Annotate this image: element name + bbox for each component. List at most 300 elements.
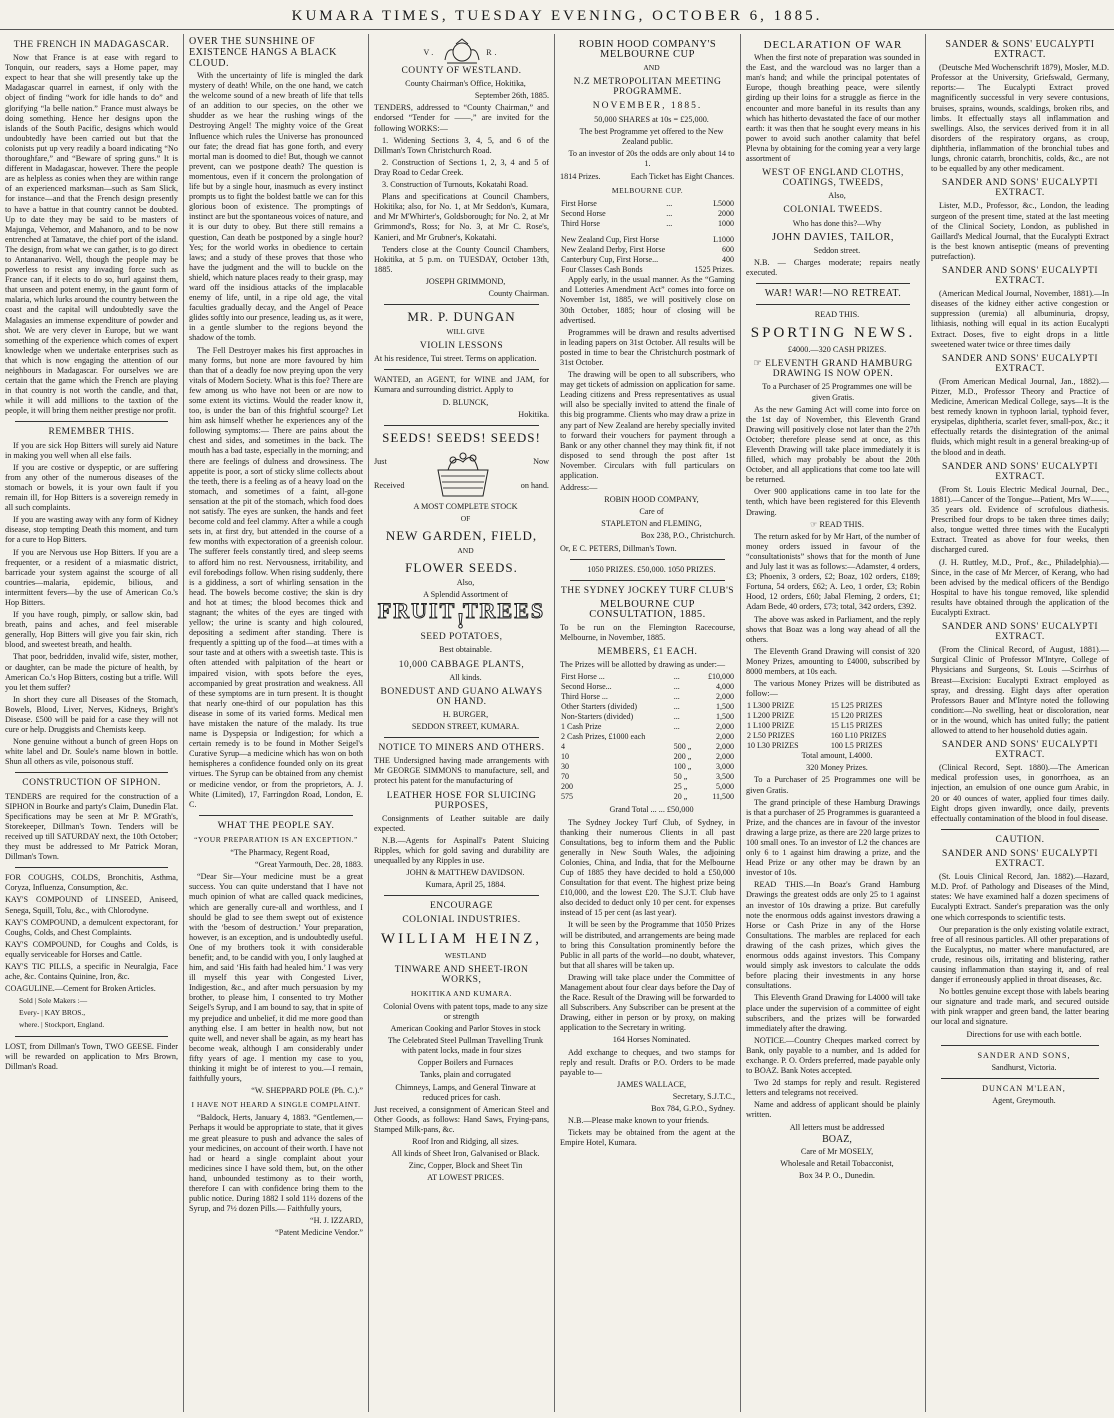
letter-signature: “H. J. IZZARD, (310, 1216, 363, 1226)
ad-signature: DUNCAN M'LEAN, (982, 1083, 1066, 1093)
ad-heading: HOKITIKA AND KUMARA. (410, 988, 513, 998)
ad-text: Roof Iron and Ridging, all sizes. (412, 1137, 519, 1147)
prize-row (560, 255, 735, 265)
prize-cell: 20 „ (673, 792, 688, 802)
ad-heading-fruit-trees: FRUIT TREES ! (377, 598, 546, 634)
ad-heading: NOTICE TO MINERS AND OTHERS. (378, 743, 545, 754)
ad-text: READ THIS. (814, 310, 860, 320)
ad-text: where. | Stockport, England. (19, 1020, 105, 1030)
prize-cell: New Zealand Derby, First Horse (561, 245, 666, 255)
letter-body: “Baldock, Herts, January 4, 1883. “Gentlemen,—Perhaps it would be appropriate to state, that it gives me great pleasure to push and advance the sales of your medicines, on account of their worth. I have not had or heard a single complaint about your medicines since I have sold them, but, on the other hand, unbounded testimony as to their worth, therefore I can with confidence bring them to the public notice. During 1882 I sold 11½ dozens of the Syrup, and 7½ dozen Pills.— Faithfully yours, (189, 1113, 363, 1214)
prize-row (560, 199, 735, 209)
ad-text: Apply early, in the usual manner. As the “Gaming and Lotteries Amendment Act” comes into force on November 1st, 1885, we will positively close on 30th October, 1885; hour of closing will be advertised. (560, 275, 735, 325)
ad-text: Now (533, 456, 549, 466)
ad-text: It will be seen by the Programme that 1050 Prizes will be distributed, and arrangements are being made to bring this Consultation prominently before the Public in all parts of the world—no doubt, whatever, but that all shares will be taken up. (560, 920, 735, 970)
ad-heading: BONEDUST AND GUANO ALWAYS ON HAND. (380, 686, 543, 707)
section-subheading: “YOUR PREPARATION IS AN EXCEPTION.” (194, 834, 358, 844)
ad-text: Name and address of applicant should be plainly written. (746, 1100, 920, 1120)
ad-text: Two 2d stamps for reply and result. Registered letters and telegrams not received. (746, 1078, 920, 1098)
ad-text: The return asked for by Mr Hart, of the number of money orders issued in favour of the “consultationists” shows that for the month of June and July last it was as follows:—Adamster, 4 orders, £3; Phoenix, 3 orders, £2; Boaz, 102 orders, £189; Fortuna, 54 orders, £62; A. Leo, 1 order, £3; Robin Hood, 12 orders, £60; Jabal Fleming, 2 orders, £1; Adam Bede, 40 orders, £73; total, 342 orders, £392. (746, 531, 920, 612)
masthead: KUMARA TIMES, TUESDAY EVENING, OCTOBER 6, 1885. (0, 0, 1114, 30)
prize-row (746, 721, 920, 731)
ad-text: Our preparation is the only existing volatile extract, free of all resinous particles. All other preparations of the Eucalyptus, no matter where manufactured, are crude, resinous oils, irritating and blistering, rather causing inflammation than staying it, and of real danger if erroneously applied in throat diseases, &c. (931, 924, 1109, 985)
ad-text: Add exchange to cheques, and two stamps for reply and result. Drafts or P.O. Orders to be made payable to— (560, 1047, 735, 1077)
prize-cell: 2 L50 PRIZES (747, 731, 795, 741)
prize-row (560, 672, 735, 682)
ad-text: WILL GIVE (446, 327, 485, 337)
ad-text: ☞ READ THIS. (810, 519, 864, 529)
ad-heading: COUNTY OF WESTLAND. (401, 66, 522, 77)
ad-text: September 26th, 1885. (474, 91, 549, 101)
ad-heading: ROBIN HOOD COMPANY'S MELBOURNE CUP (578, 39, 717, 61)
prize-cell: 15 L20 PRIZES (830, 711, 883, 721)
ad-signature: ROBIN HOOD COMPANY, (604, 495, 699, 505)
ad-text: FOR COUGHS, COLDS, Bronchitis, Asthma, Coryza, Influenza, Consumption, &c. (5, 873, 178, 893)
prize-row (560, 762, 735, 772)
prize-table (560, 672, 735, 802)
ad-text: N.B.—Agents for Aspinall's Patent Sluicing Ripples, which for gold saving and durability are unequalled by any Ripples in use. (374, 835, 549, 866)
ad-text: Total amount, L4000. (801, 751, 873, 761)
prize-cell: 160 L10 PRIZES (830, 731, 887, 741)
prize-cell: Second Horse (561, 209, 606, 219)
ad-text: 2. Construction of Sections 1, 2, 3, 4 and 5 of Dray Road to Cedar Creek. (374, 157, 549, 177)
prize-cell: 2,000 (716, 692, 734, 702)
ad-text: Sold | Sole Makers :— (19, 996, 88, 1006)
prize-row (560, 692, 735, 702)
prize-cell: ... (666, 209, 673, 219)
prize-cell: 4 (561, 742, 565, 752)
ad-signature: Box 34 P. O., Dunedin. (799, 1170, 875, 1180)
ad-text: 3. Construction of Turnouts, Kokatahi Road. (382, 180, 529, 190)
ad-text: Lister, M.D., Professor, &c., London, the leading surgeon of the present time, stated at the last meeting of the Clinical Society, London, as published in Gaillard's Medical Journal, that the Eucalypti Extract is the best known antiseptic (means of preventing putrefaction). (931, 201, 1109, 261)
divider (570, 559, 725, 560)
ad-heading: MEMBERS, £1 EACH. (597, 647, 698, 658)
crest-letters: V. R. (423, 48, 500, 57)
ad-heading: DECLARATION OF WAR (763, 39, 903, 51)
section-subheading: I HAVE NOT HEARD A SINGLE COMPLAINT. (191, 1100, 361, 1110)
ad-text: (Clinical Record, Sept. 1880).—The American medical profession uses, in gonorrhoea, as an injection, an emulsion of one ounce gum Arabic, in 20 or 40 ounces of water, applied four times daily. Eight drops given inwardly, once daily, prevents effectually contamination of the blood in foul disease. (931, 763, 1109, 823)
ad-text: AND (643, 63, 660, 73)
prize-cell: Second Horse... (561, 682, 612, 692)
ad-signature: BOAZ, (822, 1133, 852, 1145)
prize-cell: 1 L200 PRIZE (747, 711, 795, 721)
ad-heading: MR. P. DUNGAN (407, 309, 516, 325)
prize-table (560, 235, 735, 275)
prize-cell: 15 L15 PRIZES (830, 721, 883, 731)
prize-cell: 1 L100 PRIZE (747, 721, 795, 731)
prize-cell: First Horse (561, 199, 597, 209)
prize-cell: ... (673, 702, 680, 712)
prize-cell: 1525 Prizes. (694, 265, 734, 275)
ad-text: If you are Nervous use Hop Bitters. If you are a frequenter, or a resident of a miasmatic district, barricade your system against the scourge of all countries—malaria, epidemic, bilious, and intermittent fevers—by the use of American Co.'s Hop Bitters. (5, 547, 178, 607)
ad-text: This Eleventh Grand Drawing for L4000 will take place under the supervision of a committee of eight subscribers, and the prizes will be forwarded immediately after the drawing. (746, 993, 920, 1033)
prize-row (560, 219, 735, 229)
ad-text: 1. Widening Sections 3, 4, 5, and 6 of the Dillman's Town Christchurch Road. (374, 135, 549, 155)
divider (941, 1078, 1099, 1079)
ad-text: KAY'S COMPOUND, a demulcent expectorant, for Coughs, Colds, and Chest Complaints. (5, 917, 178, 937)
ad-text: READ THIS.—In Boaz's Grand Hamburg Drawings the greatest odds are only 25 to 1 against an investor of 10s drawing a prize. But carefully note the enormous odds against investors drawing a Horse or Cash Prize in any of the Horse Consultations. The marbles are replaced for each drawing of the cash prizes, which gives the enormous odds against investors. This Company would simply ask investors to calculate the odds before placing their investments in any horse consultations. (746, 880, 920, 991)
ad-heading: CAUTION. (995, 834, 1045, 845)
prize-row (560, 682, 735, 692)
ad-text: on hand. (520, 480, 549, 490)
ad-text: To an investor of 20s the odds are only about 14 to 1. (568, 148, 735, 168)
ad-text: TENDERS are required for the construction of a SIPHON in Bourke and party's Claim, Dunedin Flat. Specifications may be seen at Mr P. M'Grath's, Storekeeper, Dillman's Town. Tenders will be received up till SATURDAY next, the 10th October; they must be addressed to Mr Patrick Moran, Dillman's Town. (5, 791, 178, 862)
column-3 (369, 32, 554, 1414)
ad-text: The drawing will be open to all subscribers, who may get tickets of admission on application for same. Leading citizens and Press representatives as usual will also be specially invited to attend the finale of this big programme. Clients who may draw a prize in any part of New Zealand are hereby specially invited to forward their vouchers for payment through a Bank or any other channel they may think fit, if not disposed to send through the post after 1st November. Circulars with full particulars on application. (560, 370, 735, 480)
ad-text: Over 900 applications came in too late for the tenth, which have been registered for this Eleventh Drawing. (746, 487, 920, 517)
ad-text: KAY'S TIC PILLS, a specific in Neuralgia, Face ache, &c. Contains Quinine, Iron, &c. (5, 961, 178, 982)
prize-cell: 600 (722, 245, 734, 255)
ad-text: (St. Louis Clinical Record, Jan. 1882).—Hazard, M.D. Prof. of Pathology and Diseases of the Mind, states: We have examined half a dozen specimens of Eucalypti Extract. Sander's preparation was the only one which corresponds to scientific tests. (931, 872, 1109, 922)
ad-text: 1814 Prizes. (560, 172, 601, 182)
ad-text: The Eleventh Grand Drawing will consist of 320 Money Prizes, amounting to £4000, subscribed by 8000 members, at 10s each. (746, 646, 920, 676)
article-body: With the uncertainty of life is mingled the dark mystery of death! While, on the one hand, we catch the welcome sound of a new breath of life that tells of an addition to our species, on the other we shudder as we hear the rushing wings of the Destroying Angel! The mighty voice of the Great Influence which rules the Universe has pronounced our fate; the dread fiat has gone forth, and every mortal man is doomed to die! But, though we cannot prevent, can we postpone death? The question is momentous, even if it concern the prolongation of life but by a single hour, inasmuch as every instinct prompts us to fight the boldest battle we can for this glorious boon of existence. The promptings of instinct are but the spontaneous voices of nature, and it is our duty to obey. But there still remains a question, Can death be postponed by a single hour? Yes; for the world works in obedience to certain laws; and a study of these proves that those who have the judgment and the will to buckle on the shield, which nature places ready to their grasp, may ward off the insidious attacks of the implacable enemy of life, until, in a ripe old age, the vital faculties gradually decay, and the Angel of Peace glides softly into our presence, leading us, as it were, in a gentle slumber to the regions beyond the shadow of the tomb. (189, 71, 363, 343)
ad-text: If you are sick Hop Bitters will surely aid Nature in making you well when all else fails. (5, 440, 178, 460)
ad-signature: JOSEPH GRIMMOND, (425, 276, 506, 286)
prize-cell: Four Classes Cash Bonds (561, 265, 643, 275)
ad-text: Also, (456, 578, 475, 587)
ad-text: To be run on the Flemington Racecourse, Melbourne, in November, 1885. (560, 623, 735, 643)
ad-text: The Sydney Jockey Turf Club, of Sydney, in thanking their numerous Clients in all past Consultations, beg to inform them and the Public generally in New South Wales, the adjoining Colonies, China, and India, that for the Melbourne Cup of 1885 they have decided to hold a £50,000 Consultation for that event. The highest prize being £10,000, and the lowest £20. The S.J.T. Club have also decided to deduct only 10 per cent. for expenses instead of 15 per cent (as last year). (560, 817, 735, 918)
ad-text: In short they cure all Diseases of the Stomach, Bowels, Blood, Liver, Nerves, Kidneys, Bright's Disease. £500 will be paid for a case they will not cure or help. Druggists and Chemists keep. (5, 694, 178, 735)
ad-text: WANTED, an AGENT, for WINE and JAM, for Kumara and surrounding district. Apply to (374, 375, 549, 395)
prize-cell: ... (673, 672, 680, 682)
divider (384, 737, 539, 738)
prize-cell: 200 „ (673, 752, 692, 762)
ad-signature: Agent, Greymouth. (992, 1095, 1056, 1105)
ad-text: N.B.—Please make known to your friends. (568, 1116, 709, 1126)
article-heading: OVER THE SUNSHINE OF EXISTENCE HANGS A BLACK CLOUD. (189, 36, 337, 69)
prize-cell: 1000 (718, 219, 734, 229)
prize-cell: 2,000 (716, 752, 734, 762)
prize-cell: 70 (561, 772, 569, 782)
ad-text: AT LOWEST PRICES. (427, 1173, 504, 1183)
ad-heading: SANDER AND SONS' EUCALYPTI EXTRACT. (941, 848, 1098, 870)
ad-text: Programmes will be drawn and results advertised in leading papers on 31st October. All results will be posted in time to bear the Christchurch postmark of 31st October. (560, 327, 735, 367)
ad-text: County Chairman's Office, Hokitika, (405, 79, 526, 89)
prize-cell: ... (666, 219, 673, 229)
ad-text: 164 Horses Nominated. (612, 1035, 691, 1045)
ad-heading: SANDER & SONS' EUCALYPTI EXTRACT. (945, 39, 1095, 61)
prize-cell: 400 (722, 255, 734, 265)
ad-text: Tickets may be obtained from the agent at the Empire Hotel, Kumara. (560, 1128, 735, 1148)
prize-row (560, 722, 735, 732)
letter-body: “Dear Sir—Your medicine must be a great success. You can quite understand that I have not much opinion of what are called quack medicines, which are generally cure-all and worthless, and I should be glad to see them swept out of existence with the ‘besom of destruction.’ Your preparation, however, is an exception, and is undoubtedly useful. One of my brothers took it with considerable benefit; and, to be candid with you, I only laughed at him, and said ‘His faith had healed him.’ I was very ill myself this year with Congested Liver, Indigestion, &c., and after much persuasion by my brother, to please him, I consented to try Mother Seigel's Syrup, and I am bound to say, that in spite of my prejudice and unbelief, it did me more good than anything else. I am better in health now, but not quite well, and never shall be again, as my heart has become weak, although I am considerably under fifty years of age. I mention my case to you, thinking it might be of interest to you.—I remain, faithfully yours, (189, 872, 363, 1084)
divider (15, 421, 168, 422)
ad-text: 320 Money Prizes. (806, 763, 868, 773)
prize-cell: 500 „ (673, 742, 692, 752)
ad-text: Seddon street. (813, 245, 861, 255)
column-1 (0, 32, 183, 1414)
ad-text: LOST, from Dillman's Town, TWO GEESE. Finder will be rewarded on application to Mrs Brown, Dillman's Road. (5, 1041, 178, 1071)
prize-cell: 3,500 (716, 772, 734, 782)
ad-text: (From the Clinical Record, of August, 1881).—Surgical Clinic of Professor M'Intyre, College of Physicians and Surgeons, St. Louis —Scirrhus of Breast—Excision: Eucalypti Extract employed as spray, and dressing. Eight days after operation Professors Bauer and M'Intyre noted the following condition:—No swelling, heat or discoloration, near or in the wound, which has united fully; the patient allowed to attend to her household duties again. (931, 645, 1109, 735)
ad-text: NOTICE.—Country Cheques marked correct by Bank, only payable to a number, and 1s added for exchange. P. O. Orders preferred, made payable only to BOAZ. Bank Notes accepted. (746, 1035, 920, 1076)
ad-text: 50,000 SHARES at 10s = £25,000. (594, 114, 709, 124)
letter-date: “Great Yarmouth, Dec. 28, 1883. (254, 860, 363, 870)
prize-cell: New Zealand Cup, First Horse (561, 235, 659, 245)
ad-text: All kinds of Sheet Iron, Galvanised or Black. (391, 1149, 540, 1159)
ad-text: COAGULINE.—Cement for Broken Articles. (5, 984, 156, 994)
ad-text: AND (457, 545, 474, 555)
ad-text: At his residence, Tui street. Terms on application. (374, 354, 537, 364)
prize-row (560, 742, 735, 752)
ad-text: If you are wasting away with any form of Kidney disease, stop tempting Death this moment, and turn for a cure to Hop Bitters. (5, 515, 178, 545)
ad-signature: Care of Mr MOSELY, (800, 1146, 874, 1156)
ad-signature: H. BURGER, (442, 709, 489, 719)
ad-heading: MELBOURNE CUP CONSULTATION, 1885. (589, 598, 706, 620)
ad-signature: Wholesale and Retail Tobacconist, (780, 1158, 894, 1168)
ad-text: The various Money Prizes will be distributed as follow:— (746, 679, 920, 699)
prize-cell: Other Starters (divided) (561, 702, 637, 712)
divider (384, 895, 539, 896)
ad-subheading: MELBOURNE CUP. (611, 186, 684, 196)
ad-text: KAY'S COMPOUND, for Coughs and Colds, is equally serviceable for Horses and Cattle. (5, 939, 178, 959)
prize-cell: 50 „ (673, 772, 688, 782)
ad-text: Tenders close at the County Council Chambers, Hokitika, at 5 p.m. on TUESDAY, October 13th, 1885. (374, 244, 549, 274)
divider (15, 772, 168, 773)
divider (384, 425, 539, 426)
ad-text: The Celebrated Steel Pullman Travelling Trunk with patent locks, made in four sizes (387, 1036, 544, 1056)
prize-row (746, 701, 920, 711)
ad-signature: JAMES WALLACE, (617, 1079, 686, 1089)
ad-text: Best obtainable. (439, 645, 492, 655)
prize-cell: ... (673, 712, 680, 722)
ad-text: Copper Boilers and Furnaces (417, 1058, 514, 1068)
ad-text: (From St. Louis Electric Medical Journal, Dec., 1881).—Cancer of the Tongue—Patient, Mrs W——, 35 years old. Evidence of scrofulous diathesis. Prescribed four drops to be taken three times daily; also, tongue wetted three times with the Eucalypti Extract. Treated as above for four weeks, then discharged cured. (931, 484, 1109, 555)
ad-heading: SANDER AND SONS' EUCALYPTI EXTRACT. (941, 265, 1098, 287)
prize-cell: 3,000 (716, 762, 734, 772)
prize-table (560, 199, 735, 229)
divider (756, 304, 910, 305)
letter-signature: “Patent Medicine Vendor.” (275, 1228, 363, 1238)
letter-signature: “W. SHEPPARD POLE (Ph. C.).” (251, 1086, 363, 1096)
ad-text: A Splendid Assortment of (423, 590, 508, 600)
ad-heading: COLONIAL INDUSTRIES. (402, 915, 521, 926)
section-heading: WHAT THE PEOPLE SAY. (217, 820, 335, 831)
ad-heading: SEED POTATOES, (420, 632, 503, 643)
ad-heading: N.Z METROPOLITAN MEETING PROGRAMME. (573, 77, 722, 98)
prize-row (560, 235, 735, 245)
ad-text: THE Undersigned having made arrangements with Mr GEORGE SIMMONS to manufacture, sell, and protect his patent for the manufacturing of (374, 756, 549, 786)
ad-text: (From American Medical Journal, Jan., 1882).—Pitzer, M.D., Professor Theory and Practice of Medicine, American Medical College, says—It is the best remedy known in typhoon larial, typhoid fever, erysipelas, diphtheria, scarlet fever, small-pox, &c.; it effectually retards the disintegration of the animal fluids, which might result in a general breaking-up of the blood and in death. (931, 376, 1109, 457)
column-6 (926, 32, 1114, 1414)
ad-text: When the first note of preparation was sounded in the East, and the warcloud was no larger than a man's hand; and while the principal potentates of Europe, though breathing peace, were silently girding up their loins for a struggle as fierce in the encounter and more baneful in its results than any which has hitherto devastated the face of our mother earth: it was then that he sought every means in his power to avoid such another calamity that befel Plevna by obtaining for the coming year a very large assortment of (746, 53, 920, 164)
prize-cell: 15 L25 PRIZES (830, 701, 883, 711)
ad-text: Each Ticket has Eight Chances. (630, 172, 735, 182)
divider (570, 580, 725, 581)
ad-text: KAY'S COMPOUND of LINSEED, Aniseed, Senega, Squill, Tolu, &c., with Chlorodyne. (5, 895, 178, 915)
divider (941, 829, 1099, 830)
prize-row (746, 741, 920, 751)
ad-text: All kinds. (449, 672, 482, 682)
prize-cell: £10,000 (708, 672, 734, 682)
ad-heading: WEST OF ENGLAND CLOTHS, COATINGS, TWEEDS, (762, 168, 904, 189)
ad-heading: COLONIAL TWEEDS. (783, 205, 883, 216)
ad-text: Zinc, Copper, Block and Sheet Tin (408, 1161, 523, 1171)
ad-text: The Prizes will be allotted by drawing as under:— (560, 660, 726, 670)
ad-text: To a Purchaser of 25 Programmes one will be given Gratis. (746, 775, 920, 795)
prize-cell: 4,000 (716, 682, 734, 692)
ad-signature: Secretary, S.J.T.C., (672, 1091, 735, 1101)
prize-cell: 1 L300 PRIZE (747, 701, 795, 711)
ad-text: Just received, a consignment of American Steel and Other Goods, as follows: Hand Saws, Frying-pans, Stamped Milk-pans, &c. (374, 1104, 549, 1134)
divider (15, 867, 168, 868)
ad-heading: FLOWER SEEDS. (405, 560, 518, 575)
ad-text: Just (374, 456, 387, 466)
prize-row (560, 772, 735, 782)
column-4 (555, 32, 740, 1414)
ad-signature: Box 784, G.P.O., Sydney. (651, 1104, 735, 1114)
ad-text: The above was asked in Parliament, and the reply shows that Boaz was a long way ahead of all the others. (746, 614, 920, 644)
prize-cell: 30 (561, 762, 569, 772)
prize-cell: ... (673, 722, 680, 732)
ad-heading: SANDER AND SONS' EUCALYPTI EXTRACT. (941, 622, 1098, 643)
seed-basket-icon (428, 448, 498, 500)
prize-cell: 10 L30 PRIZES (747, 741, 799, 751)
prize-cell: 575 (561, 792, 573, 802)
ad-text: Or, E C. PETERS, Dillman's Town. (560, 543, 677, 553)
letter-address: “The Pharmacy, Regent Road, (230, 848, 330, 858)
ad-heading: NOVEMBER, 1885. (592, 101, 703, 112)
prize-cell: 2000 (718, 209, 734, 219)
ad-text: (American Medical Journal, November, 1881).—In diseases of the kidney either active congestion or suppression (uremia) all albuminuria, dropsy, lithiasis, nothing will equal in its action Eucalypti Extract. Doses, five to eight drops in a little sweetened water twice or three times daily (931, 289, 1109, 349)
prize-cell: Third Horse ... (561, 692, 608, 702)
article-body: The Fell Destroyer makes his first approaches in many forms, but none are more favoured by him than that of a deadly foe now preying upon the very vitals of Modern Society. What is this foe? There are few among us who have not been or are now to some extent its victims. Would the reader know it, too, is under the ban of this frightful scourge? Let him ask himself whether he experiences any of the following symptoms:— There are pains about the chest and sides, and sometimes in the back. The mouth has a bad taste, especially in the morning; and there are feelings of dulness and drowsiness. The appetite is poor, a sort of sticky slime collects about the teeth, there is a feeling as of a heavy load on the stomach, and sometimes of a faint, all-gone sensation at the pit of the stomach, which food does not satisfy. The eyes are sunken, the hands and feet become cold and feel clammy. After a while a cough sets in, at first dry, but attended in the course of a few months with expectoration of a greenish colour. The sufferer feels constantly tired, and sleep seems to afford him no rest. Nervousness, irritability, and evil forebodings follow. When rising suddenly, there is a giddiness, a sort of whirling sensation in the head. The bowels become costive; the skin is dry and hot at times; the blood becomes thick and stagnant; the whites of the eyes are tinged with yellow; the urine is scanty and high coloured, depositing a sediment after standing. There is frequently a spitting up of the food—at times with a sour taste and at others with a sweetish taste. This is often attended with palpitation of the heart or impaired vision, with spots before the eyes, accompanied by great prostration and weakness. All of these symptoms are in turn present. It is thought that nearly one-third of our population has this disease in some of its varied forms. Medical men have mistaken the nature of the malady. Its true name is Dyspepsia or Indigestion; for which a certain remedy is to be found in Mother Seigel's Curative Syrup—a medicine which has won on both hemispheres a confidence founded only on its great virtues. The Syrup can be obtained from any chemist or medicine vendor, or from the proprietors, A. J. White (Limited), 17, Farringdon Road, London, E. C. (189, 345, 363, 809)
ad-text: Consignments of Leather suitable are daily expected. (374, 813, 549, 833)
ad-heading: CONSTRUCTION OF SIPHON. (22, 778, 161, 789)
prize-row (560, 209, 735, 219)
ad-text: TENDERS, addressed to “County Chairman,” and endorsed “Tender for ——,” are invited for the following WORKS:— (374, 103, 549, 133)
ad-heading: THE SYDNEY JOCKEY TURF CLUB'S (560, 585, 735, 596)
ad-signature: Kumara, April 25, 1884. (425, 880, 506, 890)
prize-table (746, 701, 920, 751)
prize-row (560, 752, 735, 762)
prize-row (560, 782, 735, 792)
ad-text: WESTLAND (444, 950, 487, 960)
prize-cell: ... (673, 692, 680, 702)
prize-row (560, 265, 735, 275)
ad-heading: ENCOURAGE (429, 901, 494, 912)
ad-text: If you have rough, pimply, or sallow skin, bad breath, pains and aches, and feel miserable generally, Hop Bitters will give you fair skin, rich blood, and sweetest breath, and health. (5, 610, 178, 650)
ad-text: STAPLETON and FLEMING, (601, 519, 702, 529)
divider (756, 283, 910, 284)
prize-cell: ... (666, 199, 673, 209)
prize-cell: L5000 (713, 199, 734, 209)
prize-cell: Canterbury Cup, First Horse... (561, 255, 659, 265)
ad-text: Colonial Ovens with patent tops, made to any size or strength (383, 1001, 548, 1021)
ad-text: A MOST COMPLETE STOCK (413, 501, 518, 511)
article-heading: THE FRENCH IN MADAGASCAR. (13, 40, 170, 50)
ad-text: Every- | KAY BROS., (19, 1008, 86, 1018)
prize-cell: 1,500 (716, 712, 734, 722)
ad-heading: LEATHER HOSE FOR SLUICING PURPOSES, (386, 790, 537, 811)
ad-signature: D. BLUNCK, (442, 397, 489, 407)
prize-row (560, 702, 735, 712)
prize-cell: Third Horse (561, 219, 600, 229)
ad-heading: WAR! WAR!—NO RETREAT. (764, 287, 902, 299)
ad-text: None genuine without a bunch of green Hops on white label and Dr. Soule's name blown in bottle. Shun all others as vile, poisonous stuff. (5, 737, 178, 767)
prize-cell (673, 732, 699, 742)
ad-text: Care of (639, 507, 664, 517)
ad-heading: JOHN DAVIES, TAILOR, (772, 231, 894, 243)
divider (15, 1036, 168, 1037)
prize-cell: 10 (561, 752, 569, 762)
prize-row (560, 245, 735, 255)
prize-cell: ... (673, 682, 680, 692)
ad-heading: 1050 PRIZES. £50,000. 1050 PRIZES. (587, 564, 716, 574)
ad-heading: SPORTING NEWS. (750, 325, 916, 342)
article-body: Now that France is at ease with regard to Tonquin, our readers, says a Home paper, may expect to hear that she will presently take up the Madagascar quarrel in earnest, if only with the object of finding “work for idle hands to do” and glorifying “la belle nation.” France must always be doing something. Hence her designs upon the islands of the South Pacific, designs which would undoubtedly have been carried out but that the colonists put up very readily a board indicating “No thoroughfare,” and “Beware of spring guns.” It is different in Madagascar, however. There the people are as helpless as conies when they are within range of an experienced marksman—such as Sam Slick, for instance—and that the French design presently to have a battue in that country cannot be doubted. Up to date they may be said to be masters of Majunga, Vehemor, and Mahanoro, and to be now entrenched at Tamatave, the chief port of the island. The design, from what we can gather, is to go direct to Antananarivo. Well, though the people may be powerless to resist any invading force such as France can, if it elects to do so, hurl against them, that unseen and potent enemy, in the gaunt form of malaria, which lurks around the country between the coast and the capital will undoubtedly save the Malagasies an immense expenditure of powder and shot. We are very clever in Europe, but we want something of the experience which comes of expert knowledge when we undertake enterprises such as that which is now engaging the attention of our neighbours in Madagascar. For ourselves we are certain that the game which the French are playing in that country is not worth the candle, and that, while it will add millions to the taxtion of the people, it will bring them neither prestige nor profit. (5, 53, 178, 416)
ad-text: The best Programme yet offered to the New Zealand public. (579, 126, 724, 146)
ad-text: Grand Total ... ... £50,000 (609, 805, 694, 815)
ad-signature: Sandhurst, Victoria. (991, 1062, 1057, 1072)
ad-text: £4000.—320 CASH PRIZES. (787, 345, 887, 355)
divider (384, 304, 539, 305)
ad-text: Also, (828, 191, 846, 201)
prize-cell: 100 L5 PRIZES (830, 741, 883, 751)
prize-cell: 11,500 (712, 792, 734, 802)
ad-heading: TINWARE AND SHEET-IRON WORKS, (394, 964, 529, 985)
ad-text: Tanks, plain and corrugated (420, 1070, 511, 1080)
prize-row (560, 712, 735, 722)
ad-heading: NEW GARDEN, FIELD, (385, 527, 538, 543)
ad-signature: SEDDON STREET, KUMARA. (411, 722, 520, 732)
column-5 (741, 32, 925, 1414)
ad-text: (Deutsche Med Wochenschrift 1879), Mosler, M.D. Professor at the University, Griefswald, Germany, reports:— The Eucalypti Extract proved magnificently successful in very severe contusions, bruises, sprains, wounds, scaldings, broken ribs, and limbs. It effectually stays all inflammation and swellings. Also, the services derived from it in all disorders of the respiratory organs, as croup, diphtheria, inflammation of the bronchial tubes and lungs, chronic catarrh, bronchitis, colds, &c., are not to be equalled by any other medicament. (931, 63, 1109, 174)
ad-text: Received (374, 480, 405, 490)
ad-text: Box 238, P.O., Christchurch. (640, 531, 735, 541)
ad-text: That poor, bedridden, invalid wife, sister, mother, or daughter, can be made the picture of health, by American Co.'s Hop Bitters, costing but a trifle. Will you let them suffer? (5, 652, 178, 692)
ad-text: Directions for use with each bottle. (966, 1029, 1082, 1039)
divider (199, 815, 353, 816)
ad-text: OF (460, 513, 471, 523)
ad-text: N.B. — Charges moderate; repairs neatly executed. (746, 257, 920, 277)
prize-cell: 100 „ (673, 762, 692, 772)
divider (384, 369, 539, 370)
ad-text: Plans and specifications at Council Chambers, Hokitika; also, for No. 1, at Mr Seddon's, Kumara, and Mr M'Whirter's, Goldsborough; for No. 2, at Mr Grimmond's, Ross; for No. 3, at Mr C. Rose's, Kanieri, and Mr Grubner's, Kokatahi. (374, 192, 549, 242)
prize-cell: 25 „ (673, 782, 688, 792)
ad-heading: SANDER AND SONS' EUCALYPTI EXTRACT. (941, 353, 1098, 374)
ad-text: To a Purchaser of 25 Programmes one will be given Gratis. (762, 382, 912, 402)
ad-text: No bottles genuine except those with labels bearing our signature and trade mark, and secured outside with pink wrapper and green band, the latter bearing our local and signature. (931, 987, 1109, 1027)
ad-text: American Cooking and Parlor Stoves in stock (390, 1024, 541, 1034)
prize-cell: 200 (561, 782, 573, 792)
ad-text: All letters must be addressed (789, 1122, 885, 1132)
ad-text: If you are costive or dyspeptic, or are suffering from any other of the numerous diseases of the stomach or bowels, it is your own fault if you remain ill, for Hop Bitters is a sovereign remedy in all such complaints. (5, 462, 178, 513)
prize-cell: L1000 (713, 235, 734, 245)
prize-row (746, 711, 920, 721)
ad-signature: JOHN & MATTHEW DAVIDSON. (406, 868, 525, 878)
ad-heading: SANDER AND SONS' EUCALYPTI EXTRACT. (941, 178, 1098, 199)
ad-heading: SANDER AND SONS' EUCALYPTI EXTRACT. (941, 461, 1098, 482)
ad-heading: SANDER AND SONS' EUCALYPTI EXTRACT. (941, 740, 1098, 761)
prize-cell: 2,000 (716, 742, 734, 752)
prize-cell: First Horse ... (561, 672, 605, 682)
ad-heading: REMEMBER THIS. (48, 427, 135, 438)
prize-cell: Non-Starters (divided) (561, 712, 634, 722)
prize-cell: 2,000 (716, 732, 734, 742)
ad-heading: 10,000 CABBAGE PLANTS, (398, 659, 525, 670)
ad-text: Who has done this?—Why (792, 218, 882, 228)
prize-cell: 2,000 (716, 722, 734, 732)
ad-text: The grand principle of these Hamburg Drawings is that a purchaser of 25 Programmes is guaranteed a Prize, and the chances are in favour of the investor drawing a large prize, as there are 220 large prizes to 100 small ones. To an investor of L2 the chances are only 6 to 1 against him drawing a prize, and the Head Prize or any other may be drawn by an investor of 10s. (746, 797, 920, 878)
prize-cell: 5,000 (716, 782, 734, 792)
column-2 (184, 32, 368, 1414)
ad-signature: County Chairman. (488, 288, 549, 298)
ad-text: Chimneys, Lamps, and General Tinware at reduced prices for cash. (395, 1082, 536, 1102)
ad-heading: ☞ ELEVENTH GRAND HAMBURG DRAWING IS NOW OPEN. (753, 359, 913, 380)
